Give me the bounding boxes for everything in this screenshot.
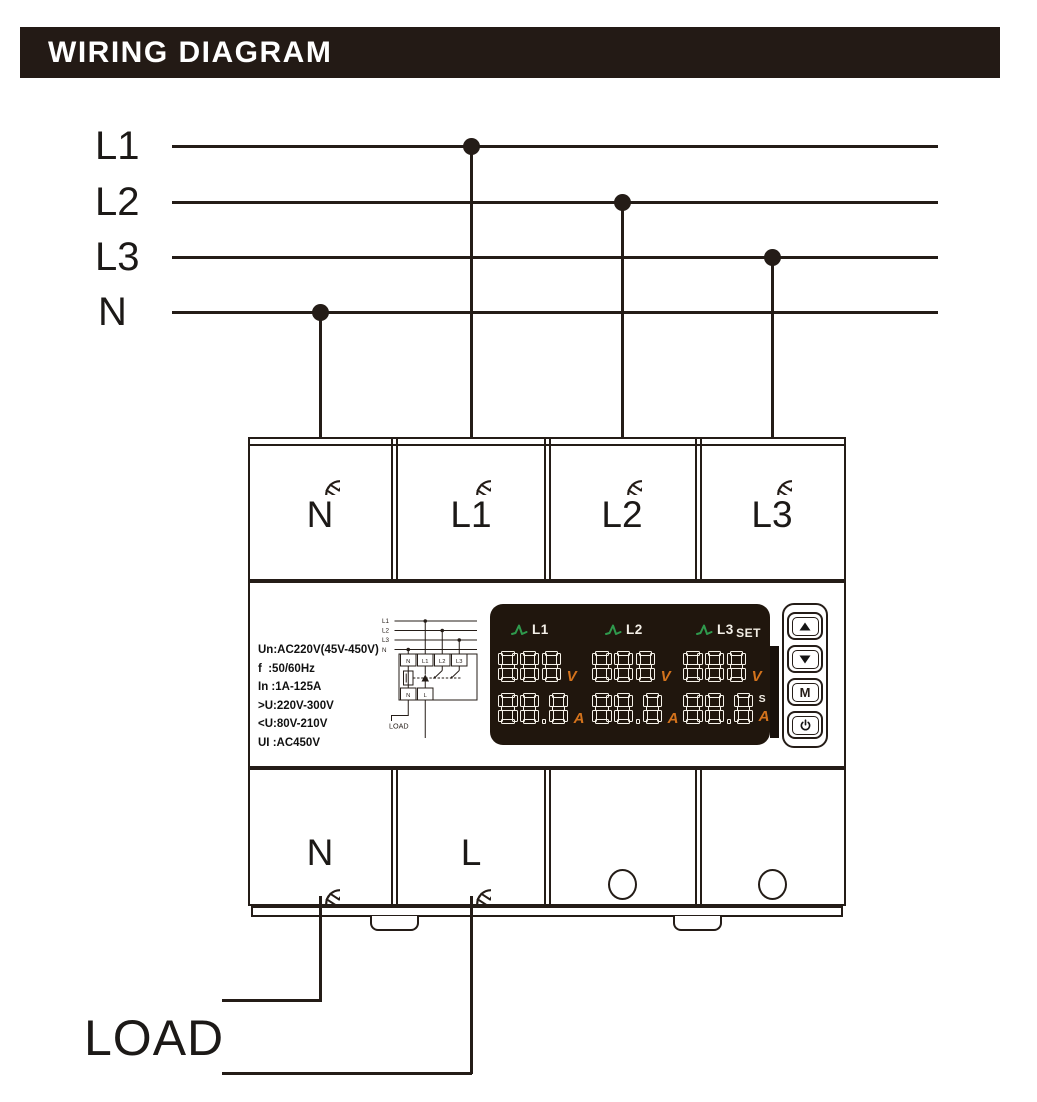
seven-segment-digit [705, 651, 725, 682]
mini-line-label: N [382, 646, 387, 654]
seven-segment-digit [592, 693, 612, 724]
seven-segment-digit [683, 693, 703, 724]
screw-terminal-l3-top [752, 455, 792, 495]
phase-label-row [605, 622, 643, 637]
volt-unit: V [566, 668, 577, 685]
waveform-icon [511, 624, 528, 636]
spec-line: >U:220V-300V [258, 699, 334, 712]
seven-segment-digit [592, 651, 612, 682]
down-button [787, 645, 823, 673]
seven-segment-digit [614, 693, 634, 724]
seven-segment-digit [549, 693, 569, 724]
phase-label: L1 [532, 622, 549, 637]
supply-label-n: N [98, 290, 127, 334]
power-button [787, 711, 823, 739]
top-terminal-label-n: N [306, 494, 334, 535]
seven-segment-digit [705, 693, 725, 724]
device-specs [258, 641, 379, 753]
current-readout [683, 693, 770, 724]
module-separator [396, 439, 398, 579]
bottom-terminal-label-n: N [306, 832, 334, 873]
voltage-readout [498, 651, 577, 685]
load-wire-n-horizontal [222, 999, 321, 1002]
phase-label: L3 [717, 622, 734, 637]
open-terminal-hole [608, 869, 637, 900]
waveform-icon [605, 624, 622, 636]
mini-line-label: L2 [382, 627, 390, 635]
open-terminal-hole [758, 869, 787, 900]
drop-wire-l3 [771, 257, 774, 462]
load-wire-n-vertical [319, 896, 322, 1002]
phase-label: L2 [626, 622, 643, 637]
mini-terminal-label: L [423, 692, 427, 699]
volt-unit: V [660, 668, 671, 685]
top-terminal-label-l1: L1 [450, 494, 492, 535]
module-separator [695, 439, 697, 579]
display-side-bar [770, 646, 779, 738]
module-separator [391, 770, 393, 904]
seven-segment-digit [614, 651, 634, 682]
module-separator [695, 770, 697, 904]
seven-segment-digit [520, 651, 540, 682]
seven-segment-digit [643, 693, 663, 724]
mode-button-label: M [799, 684, 811, 700]
top-terminal-label-l3: L3 [751, 494, 793, 535]
supply-line-n [172, 311, 938, 314]
button-panel [782, 603, 828, 748]
module-separator [549, 770, 551, 904]
supply-label-l1: L1 [95, 124, 140, 168]
screw-terminal-l1-top [451, 455, 491, 495]
unit-stack [759, 694, 770, 725]
down-arrow-icon [799, 655, 811, 664]
current-readout [498, 693, 585, 727]
mini-terminal-label: N [406, 658, 411, 665]
seven-segment-digit [498, 693, 518, 724]
screw-terminal-l2-top [602, 455, 642, 495]
decimal-point [636, 719, 641, 724]
amp-unit: A [667, 710, 679, 727]
current-readout [592, 693, 679, 727]
waveform-icon [696, 624, 713, 636]
seven-segment-digit [520, 693, 540, 724]
load-wire-l-vertical [470, 896, 473, 1074]
spec-line: <U:80V-210V [258, 718, 328, 731]
voltage-readout [592, 651, 671, 685]
led-display [490, 604, 770, 745]
power-icon [799, 719, 812, 732]
supply-line-l1 [172, 145, 938, 148]
voltage-readout [683, 651, 762, 685]
spec-line: f :50/60Hz [258, 662, 315, 675]
module-separator [549, 439, 551, 579]
mini-terminal-label: L3 [455, 658, 463, 665]
mini-terminal-label: L2 [438, 658, 446, 665]
phase-label-row [511, 622, 549, 637]
seconds-unit: S [758, 692, 766, 705]
device-base-flange [251, 906, 843, 917]
up-arrow-icon [799, 622, 811, 631]
module-separator [700, 770, 702, 904]
phase-label-row [696, 622, 734, 637]
seven-segment-digit [683, 651, 703, 682]
module-separator [391, 439, 393, 579]
set-indicator: SET [736, 626, 761, 640]
mini-line-label: L3 [382, 636, 390, 644]
mode-button [787, 678, 823, 706]
decimal-point [542, 719, 547, 724]
top-terminal-label-l2: L2 [601, 494, 643, 535]
mini-wiring-schematic [381, 612, 483, 750]
module-separator [396, 770, 398, 904]
supply-label-l2: L2 [95, 180, 140, 224]
load-label: LOAD [84, 1010, 225, 1066]
din-rail-clip [370, 916, 419, 931]
page-title: WIRING DIAGRAM [48, 35, 333, 69]
mini-line-label: L1 [382, 617, 390, 625]
din-rail-clip [673, 916, 722, 931]
bottom-terminal-label-l: L [460, 832, 482, 873]
decimal-point [727, 719, 732, 724]
drop-wire-l1 [470, 146, 473, 462]
device-top-lip [250, 444, 844, 446]
amp-unit: A [758, 708, 770, 725]
screw-terminal-n-top [300, 455, 340, 495]
spec-line: UI :AC450V [258, 736, 320, 749]
mini-load-label: LOAD [389, 721, 409, 731]
spec-line: In :1A-125A [258, 681, 322, 694]
display-phases [490, 604, 770, 745]
mini-terminal-label: N [406, 692, 411, 699]
mini-terminal-label: L1 [421, 658, 429, 665]
spec-line: Un:AC220V(45V-450V) [258, 644, 379, 656]
module-separator [700, 439, 702, 579]
supply-line-l2 [172, 201, 938, 204]
supply-label-l3: L3 [95, 235, 140, 279]
seven-segment-digit [498, 651, 518, 682]
header-bar [20, 27, 1000, 78]
module-separator [544, 439, 546, 579]
supply-line-l3 [172, 256, 938, 259]
load-wire-l-horizontal [222, 1072, 472, 1075]
up-button [787, 612, 823, 640]
seven-segment-digit [542, 651, 562, 682]
seven-segment-digit [734, 693, 754, 724]
drop-wire-l2 [621, 202, 624, 462]
seven-segment-digit [636, 651, 656, 682]
volt-unit: V [751, 668, 762, 685]
module-separator [544, 770, 546, 904]
amp-unit: A [573, 710, 585, 727]
seven-segment-digit [727, 651, 747, 682]
